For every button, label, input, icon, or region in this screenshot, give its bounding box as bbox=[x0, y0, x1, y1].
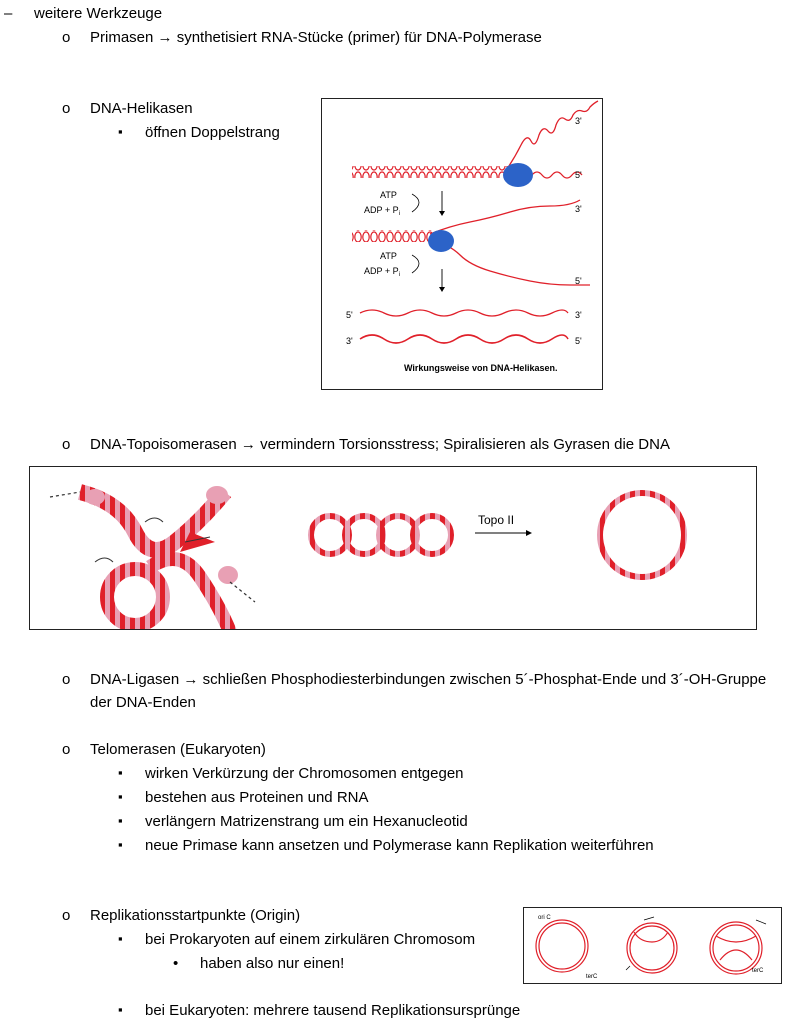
single-strand-top-1 bbox=[507, 101, 598, 169]
item-ligasen-desc: schließen Phosphodiesterbindungen zwischen 5´-Phosphat-Ende und 3´-OH-Gruppe bbox=[202, 671, 767, 688]
square-bullet: ▪ bbox=[118, 765, 123, 780]
square-bullet: ▪ bbox=[118, 789, 123, 804]
topo-ii-label: Topo II bbox=[478, 513, 515, 527]
item-primasen bbox=[90, 29, 542, 46]
item-topoisomerasen bbox=[90, 436, 670, 453]
square-bullet: ▪ bbox=[118, 931, 123, 946]
topoisomerase-diagram bbox=[30, 467, 756, 629]
item-ligasen-continuation: der DNA-Enden bbox=[90, 694, 196, 711]
atp-label: ATP bbox=[380, 251, 397, 261]
item-topo-term: DNA-Topoisomerasen bbox=[90, 436, 237, 453]
item-ligasen bbox=[90, 671, 766, 688]
circle-bullet: o bbox=[62, 907, 71, 924]
label-5prime: 5' bbox=[575, 336, 582, 346]
replication-bubble-3 bbox=[716, 936, 756, 960]
fork-arrow-3 bbox=[756, 920, 766, 924]
chromosome-circle-3 bbox=[710, 922, 762, 974]
relaxed-circle bbox=[600, 493, 684, 577]
single-strand-top-2 bbox=[430, 200, 580, 234]
subitem-prokaryoten: bei Prokaryoten auf einem zirkulären Chromosom bbox=[145, 931, 476, 948]
item-primasen-term: Primasen bbox=[90, 29, 154, 46]
item-helikasen: DNA-Helikasen bbox=[90, 100, 193, 117]
replication-bubble-2 bbox=[634, 932, 668, 942]
label-3prime: 3' bbox=[575, 204, 582, 214]
dash-bullet: – bbox=[4, 5, 13, 22]
subitem-verkuerzung: wirken Verkürzung der Chromosomen entgegen bbox=[145, 765, 464, 782]
chromosome-circle-1 bbox=[536, 920, 588, 972]
label-3prime: 3' bbox=[575, 310, 582, 320]
circle-bullet: o bbox=[62, 671, 71, 688]
square-bullet: ▪ bbox=[118, 124, 123, 139]
atp-label: ATP bbox=[380, 190, 397, 200]
double-helix-1 bbox=[352, 166, 512, 178]
free-strand-bottom bbox=[360, 335, 568, 343]
adp-label: ADP + $P_i$ bbox=[364, 205, 400, 217]
atp-arrow-2 bbox=[412, 255, 419, 273]
circle-bullet: o bbox=[62, 100, 71, 117]
dot-bullet: • bbox=[173, 955, 179, 972]
ter-label: terC bbox=[586, 974, 598, 980]
subitem-doppelstrang: öffnen Doppelstrang bbox=[145, 124, 280, 141]
ter-label: terC bbox=[752, 968, 764, 974]
single-strand-bottom-2 bbox=[430, 239, 590, 285]
circle-bullet: o bbox=[62, 741, 71, 758]
free-strand-top bbox=[360, 310, 568, 316]
arrow-icon: → bbox=[157, 29, 173, 46]
item-ligasen-term: DNA-Ligasen bbox=[90, 671, 180, 688]
item-telomerasen: Telomerasen (Eukaryoten) bbox=[90, 741, 266, 758]
item-topo-desc: vermindern Torsionsstress; Spiralisieren als Gyrasen die DNA bbox=[260, 436, 670, 453]
origin-figure bbox=[523, 907, 782, 984]
square-bullet: ▪ bbox=[118, 837, 123, 852]
catenated-rings bbox=[311, 516, 451, 554]
helicase-figure bbox=[321, 98, 603, 390]
adp-label: ADP + $P_i$ bbox=[364, 266, 400, 278]
fork-arrow-2 bbox=[644, 917, 654, 920]
subitem-hexanucleotid: verlängern Matrizenstrang um ein Hexanucleotid bbox=[145, 813, 468, 830]
chromosome-circle-2 bbox=[627, 923, 677, 973]
label-3prime: 3' bbox=[346, 336, 353, 346]
subsubitem-nur-einen: haben also nur einen! bbox=[200, 955, 345, 972]
atp-arrow-1 bbox=[412, 194, 419, 212]
circle-bullet: o bbox=[62, 29, 71, 46]
label-5prime: 5' bbox=[575, 170, 582, 180]
subitem-eukaryoten: bei Eukaryoten: mehrere tausend Replikationsursprünge bbox=[145, 1002, 521, 1019]
heading-weitere-werkzeuge: weitere Werkzeuge bbox=[34, 5, 163, 22]
ori-label: ori C bbox=[538, 915, 551, 921]
replication-origin-diagram bbox=[524, 908, 781, 983]
subitem-primase-polymerase: neue Primase kann ansetzen und Polymerase kann Replikation weiterführen bbox=[145, 837, 654, 854]
arrow-icon: → bbox=[183, 671, 199, 688]
arrow-icon: → bbox=[240, 436, 256, 453]
supercoiled-dna bbox=[50, 486, 255, 629]
item-primasen-desc: synthetisiert RNA-Stücke (primer) für DNA-Polymerase bbox=[176, 29, 542, 46]
helicase-enzyme-2 bbox=[428, 230, 454, 252]
helicase-diagram bbox=[322, 99, 602, 389]
topoisomerase-figure bbox=[29, 466, 757, 630]
label-5prime: 5' bbox=[346, 310, 353, 320]
item-replikationsstartpunkte: Replikationsstartpunkte (Origin) bbox=[90, 907, 301, 924]
figure-caption: Wirkungsweise von DNA-Helikasen. bbox=[404, 363, 558, 373]
label-3prime: 3' bbox=[575, 116, 582, 126]
chromosome-circle-3-inner bbox=[713, 925, 759, 971]
double-helix-2 bbox=[352, 230, 432, 242]
down-arrow-head-1 bbox=[439, 211, 445, 216]
square-bullet: ▪ bbox=[118, 813, 123, 828]
subitem-proteine-rna: bestehen aus Proteinen und RNA bbox=[145, 789, 369, 806]
helicase-enzyme-1 bbox=[503, 163, 533, 187]
fork-arrow-2b bbox=[626, 966, 630, 970]
circle-bullet: o bbox=[62, 436, 71, 453]
label-5prime: 5' bbox=[575, 276, 582, 286]
topo-arrow-head bbox=[526, 530, 532, 536]
square-bullet: ▪ bbox=[118, 1002, 123, 1017]
chromosome-circle-1-inner bbox=[539, 923, 585, 969]
down-arrow-head-2 bbox=[439, 287, 445, 292]
